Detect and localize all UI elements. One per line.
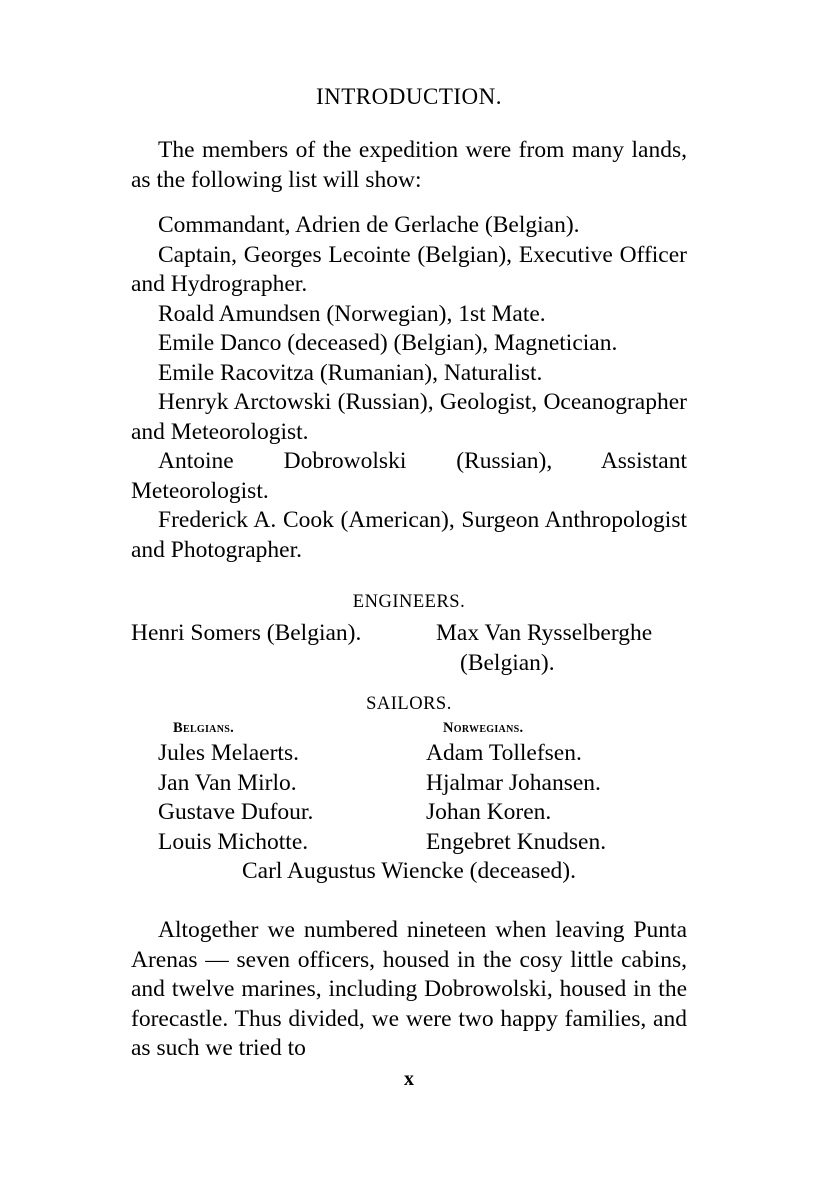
closing-paragraph-text: Altogether we numbered nineteen when leaving Punta Arenas — seven officers, housed in the cosy little cabins, and twelve marines, including Dobrowolski, housed in the forecastle. Thus divided, we were two happy families, and as such we tried to bbox=[131, 917, 687, 1061]
crew-item: Frederick A. Cook (American), Surgeon Anthropologist and Photographer. bbox=[131, 507, 687, 563]
sailor-name: Gustave Dufour. bbox=[158, 799, 314, 826]
crew-item: Henryk Arctowski (Russian), Geologist, Oceanographer and Meteorologist. bbox=[131, 389, 687, 445]
sailor-name: Adam Tollefsen. bbox=[426, 740, 582, 766]
belgian-sailors-list bbox=[158, 739, 313, 857]
sailor-name: Engebret Knudsen. bbox=[426, 828, 607, 855]
sailor-name: Louis Michotte. bbox=[158, 828, 309, 855]
sailor-name: Jules Melaerts. bbox=[158, 740, 299, 766]
belgians-label: Belgians. bbox=[173, 720, 235, 736]
norwegian-sailors-list bbox=[426, 739, 606, 857]
crew-item: Emile Danco (deceased) (Belgian), Magnetician. bbox=[158, 330, 618, 356]
sailor-wiencke: Carl Augustus Wiencke (deceased). bbox=[241, 858, 577, 884]
page-heading: INTRODUCTION. bbox=[315, 84, 502, 109]
engineer-nationality: (Belgian). bbox=[460, 649, 555, 676]
crew-list bbox=[131, 211, 687, 565]
closing-paragraph bbox=[131, 916, 687, 1064]
norwegians-label: Norwegians. bbox=[443, 720, 524, 736]
intro-paragraph bbox=[131, 136, 687, 195]
crew-item: Roald Amundsen (Norwegian), 1st Mate. bbox=[158, 300, 546, 327]
sailor-name: Hjalmar Johansen. bbox=[426, 769, 601, 796]
crew-item: Antoine Dobrowolski (Russian), Assistant Meteorologist. bbox=[131, 448, 687, 504]
sailor-name: Johan Koren. bbox=[426, 799, 552, 826]
sailors-title: SAILORS. bbox=[366, 694, 452, 714]
engineers-title: ENGINEERS. bbox=[352, 592, 466, 612]
engineer-name: Max Van Rysselberghe bbox=[436, 620, 653, 646]
sailor-name: Jan Van Mirlo. bbox=[158, 769, 297, 796]
page-number: x bbox=[404, 1068, 414, 1090]
engineer-entry: Henri Somers (Belgian). bbox=[131, 620, 362, 646]
crew-item: Commandant, Adrien de Gerlache (Belgian). bbox=[158, 212, 580, 238]
crew-item: Emile Racovitza (Rumanian), Naturalist. bbox=[158, 359, 543, 386]
crew-item: Captain, Georges Lecointe (Belgian), Executive Officer and Hydrographer. bbox=[131, 241, 687, 297]
engineer-entry bbox=[436, 619, 692, 678]
intro-paragraph-text: The members of the expedition were from many lands, as the following list will show: bbox=[131, 137, 687, 193]
